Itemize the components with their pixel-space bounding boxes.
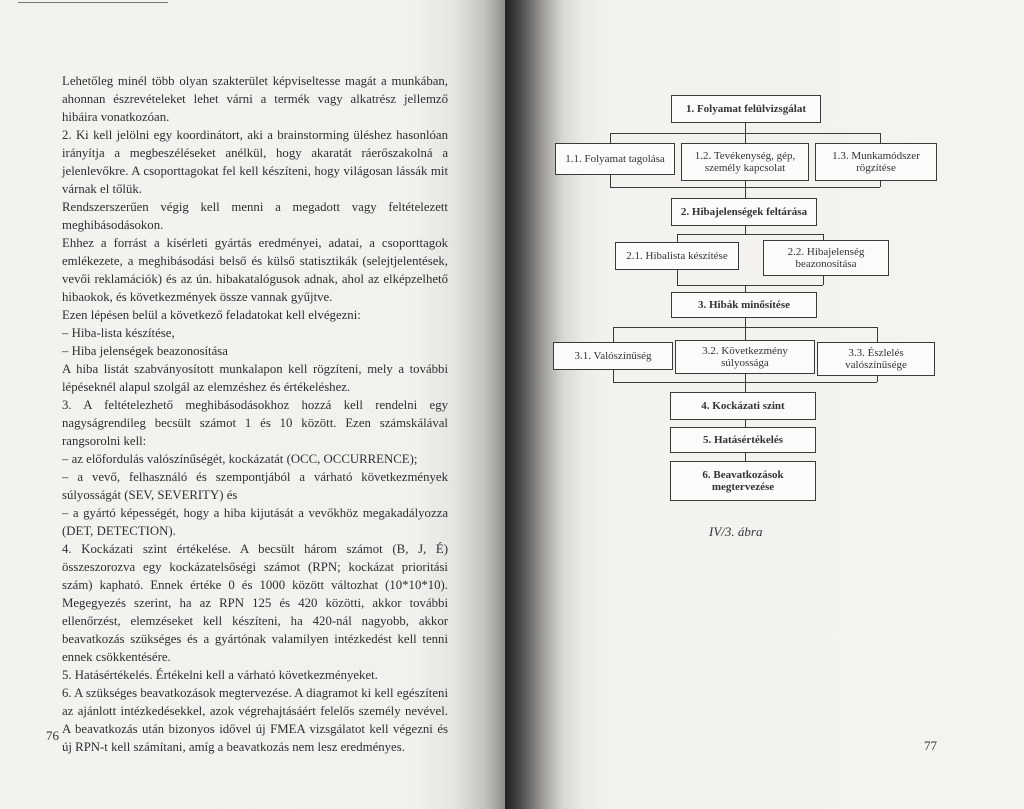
paragraph: 5. Hatásértékelés. Értékelni kell a várható következményeket. [62, 668, 378, 682]
diagram-box-6: 6. Beavatkozások megtervezése [670, 461, 816, 501]
figure-caption: IV/3. ábra [709, 524, 763, 539]
paragraph: Rendszerszerűen végig kell menni a megadott vagy feltételezett meghibásodásokon. [62, 200, 448, 232]
diagram-box-1: 1. Folyamat felülvizsgálat [671, 95, 821, 123]
top-rule [18, 2, 168, 3]
diagram-box-3-2: 3.2. Következmény súlyossága [675, 340, 815, 374]
paragraph: 2. Ki kell jelölni egy koordinátort, aki a brainstorming üléshez hasonlóan irányítja a megbeszéléseket anélkül, hogy akaratát ráerőszakolná a jelenlevőkre. A csoporttagokat fel kell készíteni, hogy világosan lássák mit várnak el tőlük. [62, 128, 448, 196]
diagram-box-3: 3. Hibák minősítése [671, 292, 817, 318]
paragraph: Ezen lépésen belül a következő feladatokat kell elvégezni: [62, 308, 361, 322]
paragraph: 4. Kockázati szint értékelése. A becsült három számot (B, J, É) összeszorozva egy kockázatelsőségi számot (RPN; kockázat prioritási szám) kapható. Ennek értéke 0 és 1000 között változhat (10*10*10). Megegyezés szerint, ha az RPN 125 és 420 közötti, akkor további ellenőrzést, elemzéseket kell készíteni, ha 420-nál nagyobb, akkor beavatkozás szükséges és a gyártónak valamilyen intézkedést kell tenni ennek csökkentésére. [62, 542, 448, 664]
paragraph: 3. A feltételezhető meghibásodásokhoz hozzá kell rendelni egy nagyságrendileg becsült számot 1 és 10 között. Ezen számskálával rangsorolni kell: [62, 398, 448, 448]
diagram-box-1-1: 1.1. Folyamat tagolása [555, 143, 675, 175]
diagram-box-1-2: 1.2. Tevékenység, gép, személy kapcsolat [681, 143, 809, 181]
right-page [505, 0, 1024, 809]
diagram-box-5: 5. Hatásértékelés [670, 427, 816, 453]
paragraph: Ehhez a forrást a kísérleti gyártás eredményei, adatai, a csoporttagok emlékezete, a meghibásodási belső és külső statisztikák (selejtjelentések, vevői reklamációk) és az ún. hibakatalógusok adnak, ahol az elképzelhető hibaokok, és következmények össze vannak gyűjtve. [62, 236, 448, 304]
page-number-left: 76 [46, 728, 59, 743]
body-text [62, 72, 448, 756]
paragraph: A hiba listát szabványosított munkalapon kell rögzíteni, mely a további lépéseknél alapul szolgál az elemzéshez és értékeléshez. [62, 362, 448, 394]
diagram-box-1-3: 1.3. Munkamódszer rögzítése [815, 143, 937, 181]
page-number-right: 77 [924, 738, 937, 753]
list-item: – Hiba jelenségek beazonosítása [62, 344, 228, 358]
diagram-box-3-1: 3.1. Valószínűség [553, 342, 673, 370]
list-item: – a vevő, felhasználó és szempontjából a várható következmények súlyosságát (SEV, SEVERITY) és [62, 470, 448, 502]
paragraph: 6. A szükséges beavatkozások megtervezése. A diagramot ki kell egészíteni az ajánlott intézkedésekkel, azok végrehajtásáért felelős személy nevével. A beavatkozás után bizonyos idővel új FMEA vizsgálatot kell végezni és új RPN-t kell számítani, amíg a beavatkozás nem lesz eredményes. [62, 686, 448, 754]
diagram-box-3-3: 3.3. Észlelés valószínűsége [817, 342, 935, 376]
list-item: – az előfordulás valószínűségét, kockázatát (OCC, OCCURRENCE); [62, 452, 418, 466]
diagram-box-2: 2. Hibajelenségek feltárása [671, 198, 817, 226]
diagram-box-2-2: 2.2. Hibajelenség beazonosítása [763, 240, 889, 276]
left-page [0, 0, 505, 809]
list-item: – a gyártó képességét, hogy a hiba kijutását a vevőkhöz megakadályozza (DET, DETECTION). [62, 506, 448, 538]
list-item: – Hiba-lista készítése, [62, 326, 175, 340]
paragraph: Lehetőleg minél több olyan szakterület képviseltesse magát a munkában, ahonnan észrevételeket lehet várni a termék vagy alkatrész jellemző hibáira vonatkozóan. [62, 74, 448, 124]
diagram-box-4: 4. Kockázati szint [670, 392, 816, 420]
diagram-box-2-1: 2.1. Hibalista készítése [615, 242, 739, 270]
